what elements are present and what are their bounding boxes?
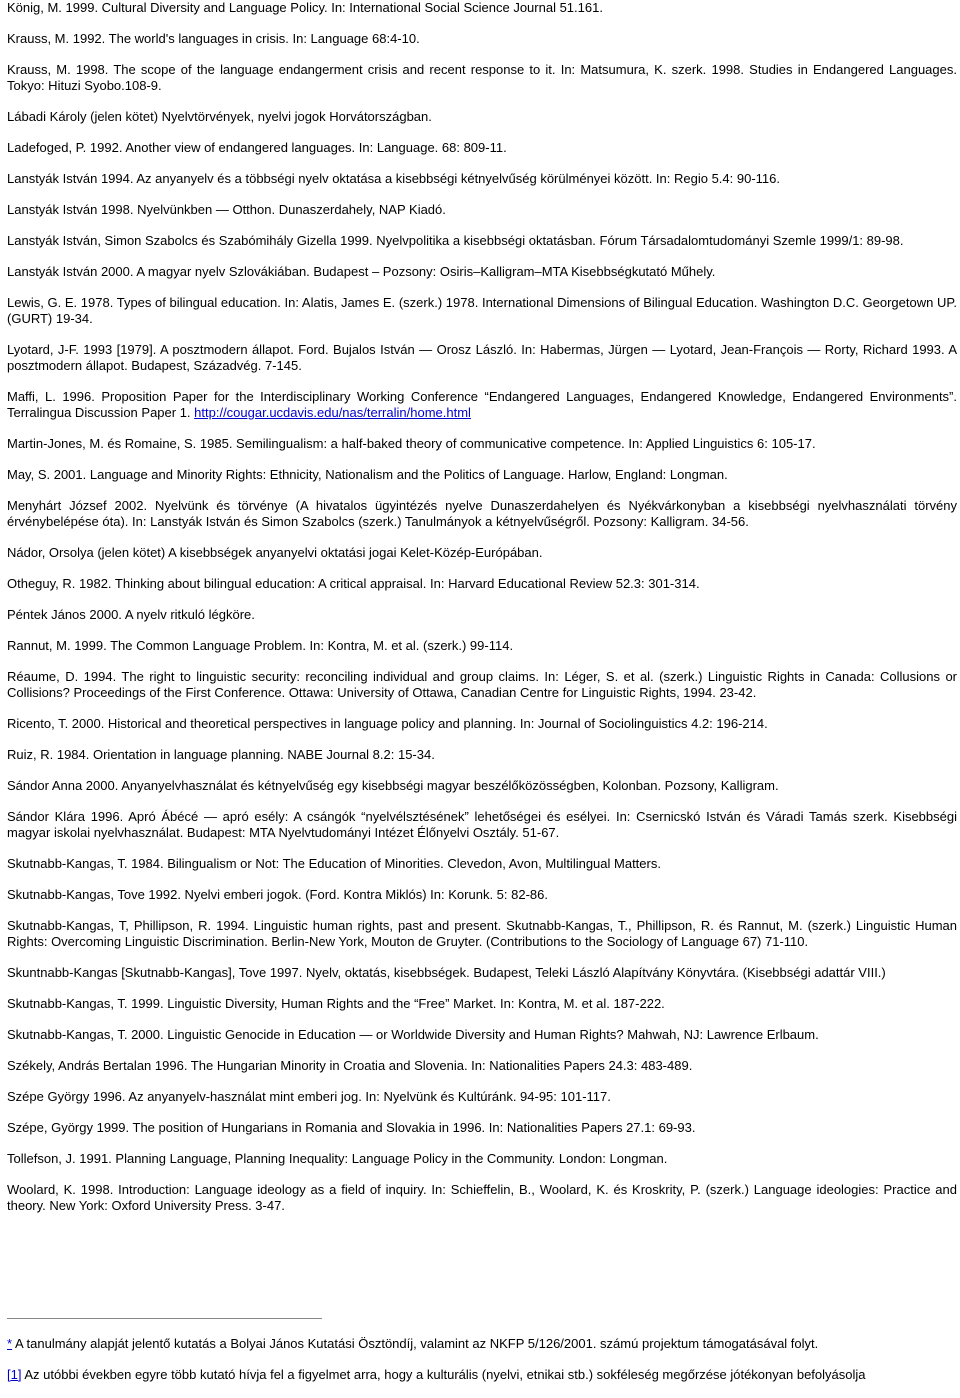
footnote-text: Az utóbbi években egyre több kutató hívja fel a figyelmet arra, hogy a kulturális (nyelvi, etnikai stb.) sokféleség megőrzése jótékonyan befolyásolja [21,1367,866,1382]
reference-entry: Skutnabb-Kangas, T. 2000. Linguistic Genocide in Education — or Worldwide Diversity and Human Rights? Mahwah, NJ: Lawrence Erlbaum. [7,1027,819,1042]
reference-entry: Székely, András Bertalan 1996. The Hungarian Minority in Croatia and Slovenia. In: Nationalities Papers 24.3: 483-489. [7,1058,693,1073]
reference-entry-maffi [7,389,957,421]
reference-entry: Martin-Jones, M. és Romaine, S. 1985. Semilingualism: a half-baked theory of communicative competence. In: Applied Linguistics 6: 105-17. [7,436,816,451]
reference-entry: Ruiz, R. 1984. Orientation in language planning. NABE Journal 8.2: 15-34. [7,747,435,762]
reference-entry: Sándor Anna 2000. Anyanyelvhasználat és kétnyelvűség egy kisebbségi magyar beszélőközösségben, Kolonban. Pozsony, Kalligram. [7,778,779,793]
footnote-marker-link[interactable]: * [7,1336,13,1351]
reference-entry: Skutnabb-Kangas, T, Phillipson, R. 1994. Linguistic human rights, past and present. Skutnabb-Kangas, T., Phillipson, R. és Rannut, M. (szerk.) Linguistic Human Rights: Overcoming Linguistic Discrimination. Berlin-New York, Mouton de Gruyter. (Contributions to the Sociology of Language 67) 71-110. [7,918,957,949]
reference-entry: Szépe György 1996. Az anyanyelv-használat mint emberi jog. In: Nyelvünk és Kultúránk. 94-95: 101-117. [7,1089,611,1104]
reference-entry: Ladefoged, P. 1992. Another view of endangered languages. In: Language. 68: 809-11. [7,140,507,155]
reference-entry: Nádor, Orsolya (jelen kötet) A kisebbségek anyanyelvi oktatási jogai Kelet-Közép-Európában. [7,545,543,560]
reference-entry: Rannut, M. 1999. The Common Language Problem. In: Kontra, M. et al. (szerk.) 99-114. [7,638,514,653]
reference-entry: Péntek János 2000. A nyelv ritkuló légköre. [7,607,255,622]
footnote-divider [7,1318,322,1319]
reference-text: Maffi, L. 1996. Proposition Paper for the Interdisciplinary Working Conference “Endangered Languages, Endangered Knowledge, Endangered Environments”. Terralingua Discussion Paper 1. [7,389,957,420]
reference-entry: Tollefson, J. 1991. Planning Language, Planning Inequality: Language Policy in the Community. London: Longman. [7,1151,668,1166]
reference-entry: Ricento, T. 2000. Historical and theoretical perspectives in language policy and planning. In: Journal of Sociolinguistics 4.2: 196-214. [7,716,768,731]
reference-entry: Krauss, M. 1998. The scope of the language endangerment crisis and recent response to it. In: Matsumura, K. szerk. 1998. Studies in Endangered Languages. Tokyo: Hituzi Syobo.108-9. [7,62,957,93]
reference-entry: Lyotard, J-F. 1993 [1979]. A posztmodern állapot. Ford. Bujalos István — Orosz László. In: Habermas, Jürgen — Lyotard, Jean-François — Rorty, Richard 1993. A posztmodern állapot. Budapest, Századvég. 7-145. [7,342,957,373]
footnotes [7,1336,957,1398]
reference-entry: Lanstyák István 2000. A magyar nyelv Szlovákiában. Budapest – Pozsony: Osiris–Kalligram–MTA Kisebbségkutató Műhely. [7,264,716,279]
reference-entry: Skuntnabb-Kangas [Skutnabb-Kangas], Tove 1997. Nyelv, oktatás, kisebbségek. Budapest, Teleki László Alapítvány Könyvtára. (Kisebbségi adattár VIII.) [7,965,886,980]
reference-entry: Réaume, D. 1994. The right to linguistic security: reconciling individual and group claims. In: Léger, S. et al. (szerk.) Linguistic Rights in Canada: Collusions or Collisions? Proceedings of the First Conference. Ottawa: University of Ottawa, Canadian Centre for Linguistic Rights, 1994. 23-42. [7,669,957,700]
reference-entry: Lewis, G. E. 1978. Types of bilingual education. In: Alatis, James E. (szerk.) 1978. International Dimensions of Bilingual Education. Washington D.C. Georgetown UP. (GURT) 19-34. [7,295,957,326]
reference-entry: Otheguy, R. 1982. Thinking about bilingual education: A critical appraisal. In: Harvard Educational Review 52.3: 301-314. [7,576,700,591]
reference-entry: Szépe, György 1999. The position of Hungarians in Romania and Slovakia in 1996. In: Nationalities Papers 27.1: 69-93. [7,1120,696,1135]
reference-entry: Skutnabb-Kangas, T. 1984. Bilingualism or Not: The Education of Minorities. Clevedon, Avon, Multilingual Matters. [7,856,661,871]
reference-entry: Lanstyák István 1994. Az anyanyelv és a többségi nyelv oktatása a kisebbségi kétnyelvűség körülményei között. In: Regio 5.4: 90-116. [7,171,780,186]
footnote-text: A tanulmány alapját jelentő kutatás a Bolyai János Kutatási Ösztöndíj, valamint az NKFP 5/126/2001. számú projektum támogatásával folyt. [12,1336,819,1351]
reference-entry: Skutnabb-Kangas, T. 1999. Linguistic Diversity, Human Rights and the “Free” Market. In: Kontra, M. et al. 187-222. [7,996,665,1011]
reference-entry: Lanstyák István 1998. Nyelvünkben — Otthon. Dunaszerdahely, NAP Kiadó. [7,202,446,217]
reference-entry: König, M. 1999. Cultural Diversity and Language Policy. In: International Social Science Journal 51.161. [7,0,603,15]
reference-entry: Woolard, K. 1998. Introduction: Language ideology as a field of inquiry. In: Schieffelin, B., Woolard, K. és Kroskrity, P. (szerk.) Language ideologies: Practice and theory. New York: Oxford University Press. 3-47. [7,1182,957,1213]
reference-entry: Skutnabb-Kangas, Tove 1992. Nyelvi emberi jogok. (Ford. Kontra Miklós) In: Korunk. 5: 82-86. [7,887,548,902]
terralingua-link[interactable]: http://cougar.ucdavis.edu/nas/terralin/home.html [194,405,471,420]
reference-entry: Krauss, M. 1992. The world's languages in crisis. In: Language 68:4-10. [7,31,420,46]
reference-entry: May, S. 2001. Language and Minority Rights: Ethnicity, Nationalism and the Politics of Language. Harlow, England: Longman. [7,467,728,482]
footnote [7,1367,957,1383]
reference-entry: Lábadi Károly (jelen kötet) Nyelvtörvények, nyelvi jogok Horvátországban. [7,109,432,124]
reference-entry: Lanstyák István, Simon Szabolcs és Szabómihály Gizella 1999. Nyelvpolitika a kisebbségi oktatásban. Fórum Társadalomtudományi Szemle 1999/1: 89-98. [7,233,904,248]
footnote [7,1336,957,1352]
reference-entry: Sándor Klára 1996. Apró Ábécé — apró esély: A csángók “nyelvélsztésének” lehetőségei és esélyei. In: Csernicskó István és Váradi Tamás szerk. Kisebbségi magyar iskolai nyelvhasználat. Budapest: MTA Nyelvtudományi Intézet Élőnyelvi Osztály. 51-67. [7,809,957,840]
reference-list [7,0,957,1229]
reference-entry: Menyhárt József 2002. Nyelvünk és törvénye (A hivatalos ügyintézés nyelve Dunaszerdahelyen és Nyékvárkonyban a kisebbségi nyelvhasználati törvény érvénybelépése óta). In: Lanstyák István és Simon Szabolcs (szerk.) Tanulmányok a kétnyelvűségről. Pozsony: Kalligram. 34-56. [7,498,957,529]
footnote-marker-link[interactable]: [1] [7,1367,22,1382]
